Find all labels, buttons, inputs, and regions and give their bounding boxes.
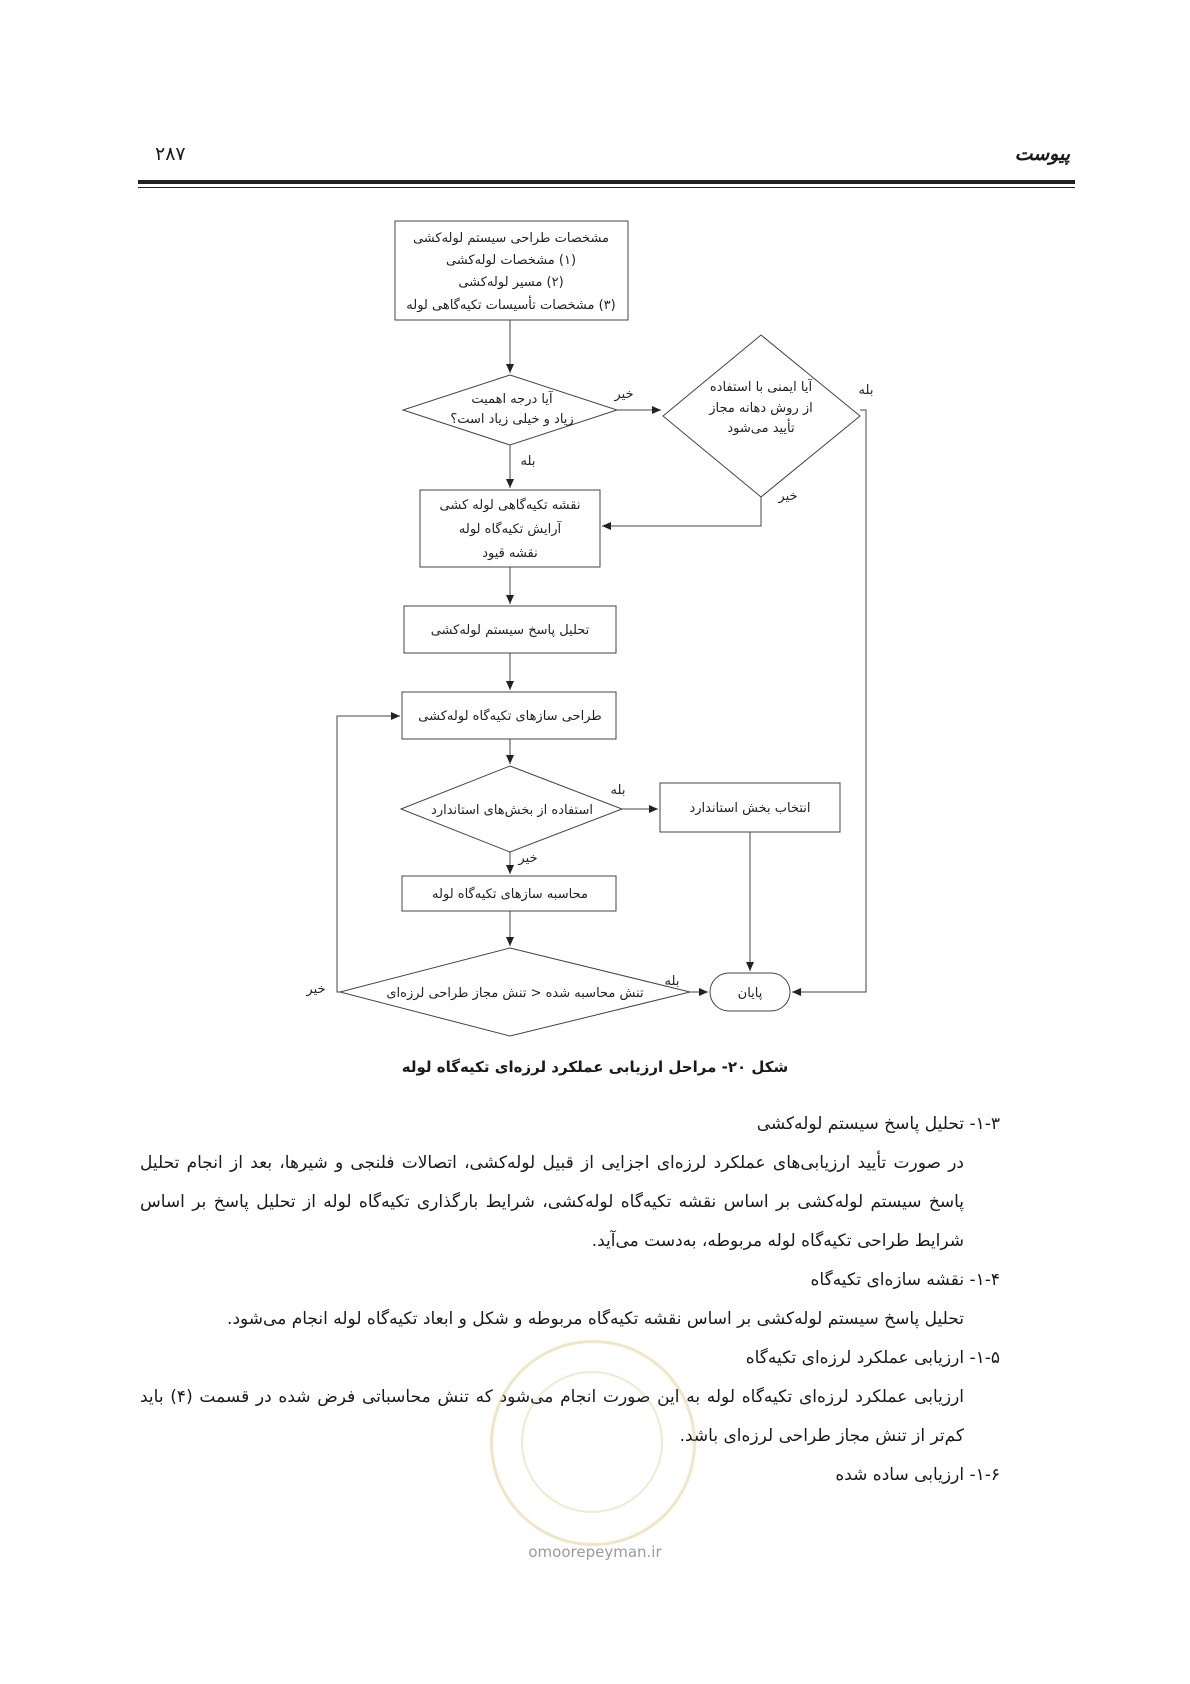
- stress-yes-label: بله: [664, 974, 680, 989]
- end-label: پایان: [737, 986, 763, 1001]
- spec-line-1: مشخصات طراحی سیستم لوله‌کشی: [412, 231, 610, 246]
- heading-1-5: ۱-۵- ارزیابی عملکرد لرزه‌ای تکیه‌گاه: [745, 1348, 1000, 1368]
- figure-caption: شکل ۲۰- مراحل ارزیابی عملکرد لرزه‌ای تکیه‌گاه لوله: [401, 1058, 789, 1076]
- heading-1-4: ۱-۴- نقشه سازه‌ای تکیه‌گاه: [810, 1270, 1000, 1290]
- spec-line-4: (۳) مشخصات تأسیسات تکیه‌گاهی لوله: [406, 298, 616, 313]
- safety-yes-label: بله: [858, 383, 874, 398]
- safety-no-label: خیر: [778, 489, 798, 504]
- importance-line-2: زیاد و خیلی زیاد است؟: [450, 412, 574, 427]
- paragraph-1-3: در صورت تأیید ارزیابی‌های عملکرد لرزه‌ای اجزایی از قبیل لوله‌کشی، اتصالات فلنجی و شیرها، بعد از انجام تحلیل پاسخ سیستم لوله‌کشی بر اساس نقشه تکیه‌گاه لوله‌کشی، شرایط بارگذاری تکیه‌گاه لوله از تحلیل پاسخ بر اساس شرایط طراحی تکیه‌گاه لوله مربوطه، به‌دست می‌آید.: [140, 1153, 964, 1251]
- importance-line-1: آیا درجه اهمیت: [471, 392, 553, 407]
- importance-yes-label: بله: [520, 454, 536, 469]
- calc-label: محاسبه سازهای تکیه‌گاه لوله: [432, 887, 588, 902]
- spec-line-2: (۱) مشخصات لوله‌کشی: [445, 253, 577, 268]
- paragraph-1-5: ارزیابی عملکرد لرزه‌ای تکیه‌گاه لوله به این صورت انجام می‌شود که تنش محاسباتی فرض شده در قسمت (۴) باید کم‌تر از تنش مجاز طراحی لرزه‌ای باشد.: [140, 1387, 964, 1446]
- map-line-3: نقشه قیود: [482, 546, 538, 561]
- map-line-1: نقشه تکیه‌گاهی لوله کشی: [439, 498, 581, 513]
- heading-1-6: ۱-۶- ارزیابی ساده شده: [835, 1465, 1000, 1485]
- standard-no-label: خیر: [518, 851, 538, 866]
- importance-no-label: خیر: [614, 387, 634, 402]
- watermark-url: omoorepeyman.ir: [528, 1543, 662, 1561]
- select-label: انتخاب بخش استاندارد: [689, 801, 811, 816]
- design-label: طراحی سازهای تکیه‌گاه لوله‌کشی: [418, 709, 602, 724]
- stress-no-label: خیر: [306, 982, 326, 997]
- decision-safety: [663, 335, 860, 497]
- safety-line-2: از روش دهانه مجاز: [709, 401, 813, 416]
- page-number: ۲۸۷: [155, 143, 186, 165]
- body-text: [140, 1105, 1000, 1495]
- standard-label: استفاده از بخش‌های استاندارد: [431, 803, 593, 818]
- stress-label: تنش محاسبه شده < تنش مجاز طراحی لرزه‌ای: [386, 986, 644, 1001]
- spec-line-3: (۲) مسیر لوله‌کشی: [458, 275, 564, 290]
- safety-line-3: تأیید می‌شود: [727, 421, 795, 436]
- safety-line-1: آیا ایمنی با استفاده: [709, 380, 813, 395]
- section-title: پیوست: [1014, 143, 1070, 165]
- analysis-label: تحلیل پاسخ سیستم لوله‌کشی: [430, 623, 590, 638]
- standard-yes-label: بله: [610, 783, 626, 798]
- map-line-2: آرایش تکیه‌گاه لوله: [458, 522, 562, 537]
- heading-1-3: ۱-۳- تحلیل پاسخ سیستم لوله‌کشی: [756, 1114, 1000, 1134]
- decision-importance: [403, 375, 617, 445]
- paragraph-1-4: تحلیل پاسخ سیستم لوله‌کشی بر اساس نقشه تکیه‌گاه مربوطه و شکل و ابعاد تکیه‌گاه لوله انجام می‌شود.: [227, 1309, 964, 1329]
